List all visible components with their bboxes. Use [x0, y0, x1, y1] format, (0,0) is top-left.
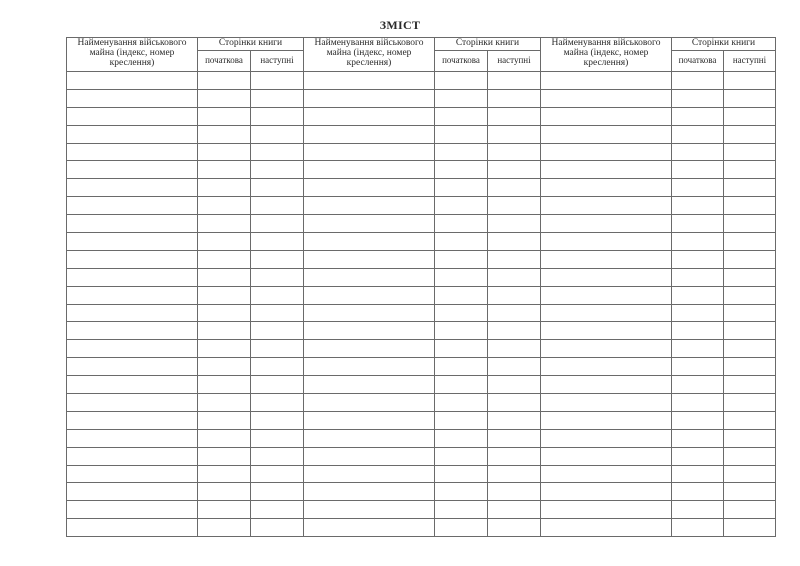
next-pages-cell[interactable]	[724, 411, 776, 429]
first-page-cell[interactable]	[672, 125, 724, 143]
next-pages-cell[interactable]	[251, 304, 304, 322]
first-page-cell[interactable]	[435, 501, 488, 519]
table-row	[67, 429, 776, 447]
next-pages-cell[interactable]	[251, 268, 304, 286]
table-row	[67, 411, 776, 429]
first-page-cell[interactable]	[435, 447, 488, 465]
first-page-cell[interactable]	[672, 286, 724, 304]
first-page-cell[interactable]	[435, 215, 488, 233]
table-row	[67, 143, 776, 161]
next-pages-cell[interactable]	[724, 250, 776, 268]
first-page-cell[interactable]	[198, 215, 251, 233]
item-name-cell[interactable]	[541, 304, 672, 322]
first-page-cell[interactable]	[672, 465, 724, 483]
item-name-cell[interactable]	[67, 340, 198, 358]
item-name-cell[interactable]	[304, 519, 435, 537]
table-row	[67, 197, 776, 215]
first-page-cell[interactable]	[435, 465, 488, 483]
first-page-cell[interactable]	[198, 72, 251, 90]
first-page-cell[interactable]	[435, 72, 488, 90]
first-page-cell[interactable]	[198, 179, 251, 197]
next-pages-cell[interactable]	[724, 72, 776, 90]
item-name-cell[interactable]	[304, 465, 435, 483]
first-page-cell[interactable]	[435, 411, 488, 429]
item-name-cell[interactable]	[67, 215, 198, 233]
item-name-cell[interactable]	[67, 411, 198, 429]
item-name-cell[interactable]	[304, 72, 435, 90]
next-pages-cell[interactable]	[488, 89, 541, 107]
next-pages-cell[interactable]	[251, 143, 304, 161]
table-row	[67, 89, 776, 107]
next-pages-cell[interactable]	[251, 250, 304, 268]
table-row	[67, 215, 776, 233]
next-pages-cell[interactable]	[488, 179, 541, 197]
next-pages-cell[interactable]	[488, 72, 541, 90]
first-page-cell[interactable]	[198, 322, 251, 340]
next-pages-cell[interactable]	[488, 376, 541, 394]
first-page-cell[interactable]	[435, 268, 488, 286]
first-page-cell[interactable]	[672, 394, 724, 412]
next-pages-cell[interactable]	[251, 501, 304, 519]
first-page-cell[interactable]	[435, 250, 488, 268]
item-name-cell[interactable]	[67, 179, 198, 197]
item-name-cell[interactable]	[304, 268, 435, 286]
first-page-cell[interactable]	[198, 250, 251, 268]
item-name-cell[interactable]	[304, 143, 435, 161]
item-name-cell[interactable]	[67, 268, 198, 286]
next-pages-cell[interactable]	[488, 304, 541, 322]
item-name-cell[interactable]	[541, 125, 672, 143]
next-pages-header: наступні	[724, 51, 776, 72]
item-name-cell[interactable]	[67, 465, 198, 483]
first-page-cell[interactable]	[198, 465, 251, 483]
item-name-cell[interactable]	[304, 107, 435, 125]
first-page-cell[interactable]	[198, 304, 251, 322]
next-pages-cell[interactable]	[251, 161, 304, 179]
item-name-cell[interactable]	[541, 322, 672, 340]
item-name-cell[interactable]	[541, 465, 672, 483]
first-page-cell[interactable]	[198, 143, 251, 161]
item-name-cell[interactable]	[541, 250, 672, 268]
next-pages-cell[interactable]	[488, 429, 541, 447]
table-row	[67, 268, 776, 286]
item-name-cell[interactable]	[304, 322, 435, 340]
item-name-cell[interactable]	[541, 411, 672, 429]
next-pages-cell[interactable]	[488, 411, 541, 429]
next-pages-cell[interactable]	[724, 89, 776, 107]
item-name-cell[interactable]	[67, 322, 198, 340]
next-pages-cell[interactable]	[488, 197, 541, 215]
first-page-cell[interactable]	[672, 250, 724, 268]
item-name-cell[interactable]	[67, 501, 198, 519]
first-page-cell[interactable]	[672, 411, 724, 429]
next-pages-header: наступні	[488, 51, 541, 72]
item-name-cell[interactable]	[304, 376, 435, 394]
first-page-cell[interactable]	[198, 89, 251, 107]
next-pages-cell[interactable]	[724, 519, 776, 537]
table-row	[67, 161, 776, 179]
next-pages-cell[interactable]	[488, 340, 541, 358]
book-pages-header: Сторінки книги	[435, 38, 541, 51]
item-name-cell[interactable]	[541, 161, 672, 179]
first-page-cell[interactable]	[672, 340, 724, 358]
item-name-cell[interactable]	[541, 143, 672, 161]
next-pages-cell[interactable]	[251, 107, 304, 125]
first-page-cell[interactable]	[198, 376, 251, 394]
next-pages-cell[interactable]	[251, 340, 304, 358]
item-name-header: Найменування військового майна (індекс, номер креслення)	[67, 38, 198, 72]
item-name-cell[interactable]	[67, 447, 198, 465]
first-page-cell[interactable]	[435, 89, 488, 107]
item-name-cell[interactable]	[541, 376, 672, 394]
first-page-cell[interactable]	[672, 358, 724, 376]
next-pages-cell[interactable]	[488, 501, 541, 519]
next-pages-cell[interactable]	[724, 304, 776, 322]
table-row	[67, 322, 776, 340]
next-pages-cell[interactable]	[251, 483, 304, 501]
next-pages-cell[interactable]	[488, 465, 541, 483]
next-pages-cell[interactable]	[488, 358, 541, 376]
table-row	[67, 233, 776, 251]
next-pages-cell[interactable]	[724, 233, 776, 251]
next-pages-cell[interactable]	[724, 179, 776, 197]
first-page-cell[interactable]	[435, 322, 488, 340]
next-pages-cell[interactable]	[251, 394, 304, 412]
item-name-cell[interactable]	[67, 125, 198, 143]
item-name-cell[interactable]	[304, 304, 435, 322]
first-page-cell[interactable]	[198, 483, 251, 501]
first-page-cell[interactable]	[672, 233, 724, 251]
first-page-cell[interactable]	[435, 125, 488, 143]
first-page-cell[interactable]	[198, 340, 251, 358]
item-name-cell[interactable]	[67, 483, 198, 501]
table-row	[67, 376, 776, 394]
item-name-header: Найменування військового майна (індекс, номер креслення)	[541, 38, 672, 72]
item-name-cell[interactable]	[67, 358, 198, 376]
next-pages-cell[interactable]	[251, 322, 304, 340]
first-page-cell[interactable]	[198, 233, 251, 251]
item-name-cell[interactable]	[304, 215, 435, 233]
next-pages-header: наступні	[251, 51, 304, 72]
first-page-header: початкова	[198, 51, 251, 72]
item-name-cell[interactable]	[304, 179, 435, 197]
first-page-cell[interactable]	[198, 268, 251, 286]
item-name-cell[interactable]	[67, 519, 198, 537]
next-pages-cell[interactable]	[724, 358, 776, 376]
first-page-cell[interactable]	[198, 358, 251, 376]
item-name-cell[interactable]	[67, 233, 198, 251]
item-name-cell[interactable]	[67, 429, 198, 447]
first-page-cell[interactable]	[198, 411, 251, 429]
first-page-cell[interactable]	[672, 429, 724, 447]
item-name-cell[interactable]	[541, 447, 672, 465]
table-row	[67, 358, 776, 376]
next-pages-cell[interactable]	[488, 483, 541, 501]
next-pages-cell[interactable]	[724, 197, 776, 215]
first-page-cell[interactable]	[672, 304, 724, 322]
first-page-cell[interactable]	[672, 519, 724, 537]
next-pages-cell[interactable]	[724, 394, 776, 412]
table-row	[67, 501, 776, 519]
first-page-cell[interactable]	[198, 429, 251, 447]
item-name-cell[interactable]	[304, 286, 435, 304]
item-name-cell[interactable]	[541, 179, 672, 197]
next-pages-cell[interactable]	[251, 197, 304, 215]
next-pages-cell[interactable]	[251, 125, 304, 143]
table-row	[67, 107, 776, 125]
item-name-cell[interactable]	[541, 358, 672, 376]
item-name-cell[interactable]	[304, 125, 435, 143]
item-name-cell[interactable]	[67, 286, 198, 304]
item-name-cell[interactable]	[541, 233, 672, 251]
first-page-cell[interactable]	[672, 376, 724, 394]
first-page-cell[interactable]	[198, 501, 251, 519]
item-name-cell[interactable]	[67, 107, 198, 125]
item-name-cell[interactable]	[304, 447, 435, 465]
first-page-cell[interactable]	[672, 89, 724, 107]
first-page-cell[interactable]	[435, 107, 488, 125]
first-page-cell[interactable]	[672, 322, 724, 340]
table-row	[67, 179, 776, 197]
book-pages-header: Сторінки книги	[672, 38, 776, 51]
next-pages-cell[interactable]	[488, 286, 541, 304]
table-row	[67, 447, 776, 465]
table-row	[67, 519, 776, 537]
next-pages-cell[interactable]	[724, 429, 776, 447]
next-pages-cell[interactable]	[251, 429, 304, 447]
next-pages-cell[interactable]	[488, 215, 541, 233]
item-name-cell[interactable]	[67, 161, 198, 179]
item-name-cell[interactable]	[67, 394, 198, 412]
item-name-cell[interactable]	[67, 89, 198, 107]
first-page-cell[interactable]	[435, 161, 488, 179]
first-page-cell[interactable]	[435, 358, 488, 376]
next-pages-cell[interactable]	[251, 519, 304, 537]
first-page-cell[interactable]	[672, 161, 724, 179]
first-page-cell[interactable]	[672, 197, 724, 215]
first-page-cell[interactable]	[435, 143, 488, 161]
first-page-cell[interactable]	[198, 161, 251, 179]
next-pages-cell[interactable]	[488, 143, 541, 161]
item-name-header: Найменування військового майна (індекс, номер креслення)	[304, 38, 435, 72]
next-pages-cell[interactable]	[724, 447, 776, 465]
next-pages-cell[interactable]	[724, 215, 776, 233]
table-row	[67, 394, 776, 412]
table-row	[67, 125, 776, 143]
item-name-cell[interactable]	[304, 340, 435, 358]
first-page-cell[interactable]	[672, 72, 724, 90]
next-pages-cell[interactable]	[724, 286, 776, 304]
first-page-cell[interactable]	[672, 179, 724, 197]
table-row	[67, 72, 776, 90]
item-name-cell[interactable]	[304, 250, 435, 268]
next-pages-cell[interactable]	[251, 358, 304, 376]
first-page-cell[interactable]	[198, 286, 251, 304]
first-page-cell[interactable]	[435, 340, 488, 358]
first-page-cell[interactable]	[435, 429, 488, 447]
item-name-cell[interactable]	[541, 429, 672, 447]
first-page-cell[interactable]	[672, 143, 724, 161]
next-pages-cell[interactable]	[488, 125, 541, 143]
first-page-cell[interactable]	[198, 125, 251, 143]
table-row	[67, 250, 776, 268]
first-page-cell[interactable]	[435, 483, 488, 501]
table-body	[67, 72, 776, 537]
first-page-cell[interactable]	[198, 107, 251, 125]
first-page-cell[interactable]	[435, 179, 488, 197]
first-page-header: початкова	[672, 51, 724, 72]
first-page-cell[interactable]	[198, 197, 251, 215]
next-pages-cell[interactable]	[488, 233, 541, 251]
first-page-cell[interactable]	[198, 394, 251, 412]
item-name-cell[interactable]	[304, 501, 435, 519]
next-pages-cell[interactable]	[251, 376, 304, 394]
next-pages-cell[interactable]	[488, 250, 541, 268]
next-pages-cell[interactable]	[251, 286, 304, 304]
next-pages-cell[interactable]	[724, 376, 776, 394]
next-pages-cell[interactable]	[488, 268, 541, 286]
item-name-cell[interactable]	[541, 286, 672, 304]
item-name-cell[interactable]	[541, 394, 672, 412]
page-title: ЗМІСТ	[379, 18, 421, 32]
next-pages-cell[interactable]	[251, 465, 304, 483]
item-name-cell[interactable]	[67, 304, 198, 322]
item-name-cell[interactable]	[67, 143, 198, 161]
first-page-cell[interactable]	[198, 447, 251, 465]
next-pages-cell[interactable]	[724, 125, 776, 143]
item-name-cell[interactable]	[541, 197, 672, 215]
next-pages-cell[interactable]	[488, 447, 541, 465]
item-name-cell[interactable]	[304, 483, 435, 501]
item-name-cell[interactable]	[541, 89, 672, 107]
item-name-cell[interactable]	[541, 483, 672, 501]
item-name-cell[interactable]	[304, 161, 435, 179]
item-name-cell[interactable]	[541, 268, 672, 286]
table-row	[67, 483, 776, 501]
first-page-header: початкова	[435, 51, 488, 72]
first-page-cell[interactable]	[672, 268, 724, 286]
first-page-cell[interactable]	[672, 215, 724, 233]
next-pages-cell[interactable]	[724, 161, 776, 179]
next-pages-cell[interactable]	[724, 501, 776, 519]
first-page-cell[interactable]	[435, 286, 488, 304]
book-pages-header: Сторінки книги	[198, 38, 304, 51]
first-page-cell[interactable]	[435, 304, 488, 322]
first-page-cell[interactable]	[672, 483, 724, 501]
item-name-cell[interactable]	[304, 358, 435, 376]
item-name-cell[interactable]	[67, 72, 198, 90]
next-pages-cell[interactable]	[724, 483, 776, 501]
header-row-top	[67, 38, 776, 51]
first-page-cell[interactable]	[672, 447, 724, 465]
next-pages-cell[interactable]	[488, 322, 541, 340]
next-pages-cell[interactable]	[724, 322, 776, 340]
first-page-cell[interactable]	[672, 501, 724, 519]
item-name-cell[interactable]	[541, 501, 672, 519]
item-name-cell[interactable]	[541, 107, 672, 125]
item-name-cell[interactable]	[304, 89, 435, 107]
table-row	[67, 286, 776, 304]
next-pages-cell[interactable]	[251, 215, 304, 233]
item-name-cell[interactable]	[67, 250, 198, 268]
item-name-cell[interactable]	[67, 197, 198, 215]
next-pages-cell[interactable]	[488, 394, 541, 412]
next-pages-cell[interactable]	[251, 179, 304, 197]
first-page-cell[interactable]	[435, 394, 488, 412]
next-pages-cell[interactable]	[251, 447, 304, 465]
next-pages-cell[interactable]	[488, 519, 541, 537]
next-pages-cell[interactable]	[724, 340, 776, 358]
item-name-cell[interactable]	[541, 215, 672, 233]
item-name-cell[interactable]	[541, 340, 672, 358]
next-pages-cell[interactable]	[251, 89, 304, 107]
first-page-cell[interactable]	[435, 197, 488, 215]
next-pages-cell[interactable]	[488, 161, 541, 179]
item-name-cell[interactable]	[304, 233, 435, 251]
item-name-cell[interactable]	[304, 429, 435, 447]
next-pages-cell[interactable]	[724, 465, 776, 483]
first-page-cell[interactable]	[435, 233, 488, 251]
item-name-cell[interactable]	[304, 197, 435, 215]
item-name-cell[interactable]	[541, 519, 672, 537]
next-pages-cell[interactable]	[488, 107, 541, 125]
first-page-cell[interactable]	[672, 107, 724, 125]
next-pages-cell[interactable]	[251, 72, 304, 90]
item-name-cell[interactable]	[541, 72, 672, 90]
item-name-cell[interactable]	[67, 376, 198, 394]
table-row	[67, 304, 776, 322]
item-name-cell[interactable]	[304, 411, 435, 429]
next-pages-cell[interactable]	[724, 143, 776, 161]
next-pages-cell[interactable]	[251, 233, 304, 251]
first-page-cell[interactable]	[198, 519, 251, 537]
table-row	[67, 340, 776, 358]
first-page-cell[interactable]	[435, 376, 488, 394]
next-pages-cell[interactable]	[724, 107, 776, 125]
first-page-cell[interactable]	[435, 519, 488, 537]
next-pages-cell[interactable]	[251, 411, 304, 429]
next-pages-cell[interactable]	[724, 268, 776, 286]
item-name-cell[interactable]	[304, 394, 435, 412]
table-row	[67, 465, 776, 483]
contents-table	[66, 37, 776, 537]
